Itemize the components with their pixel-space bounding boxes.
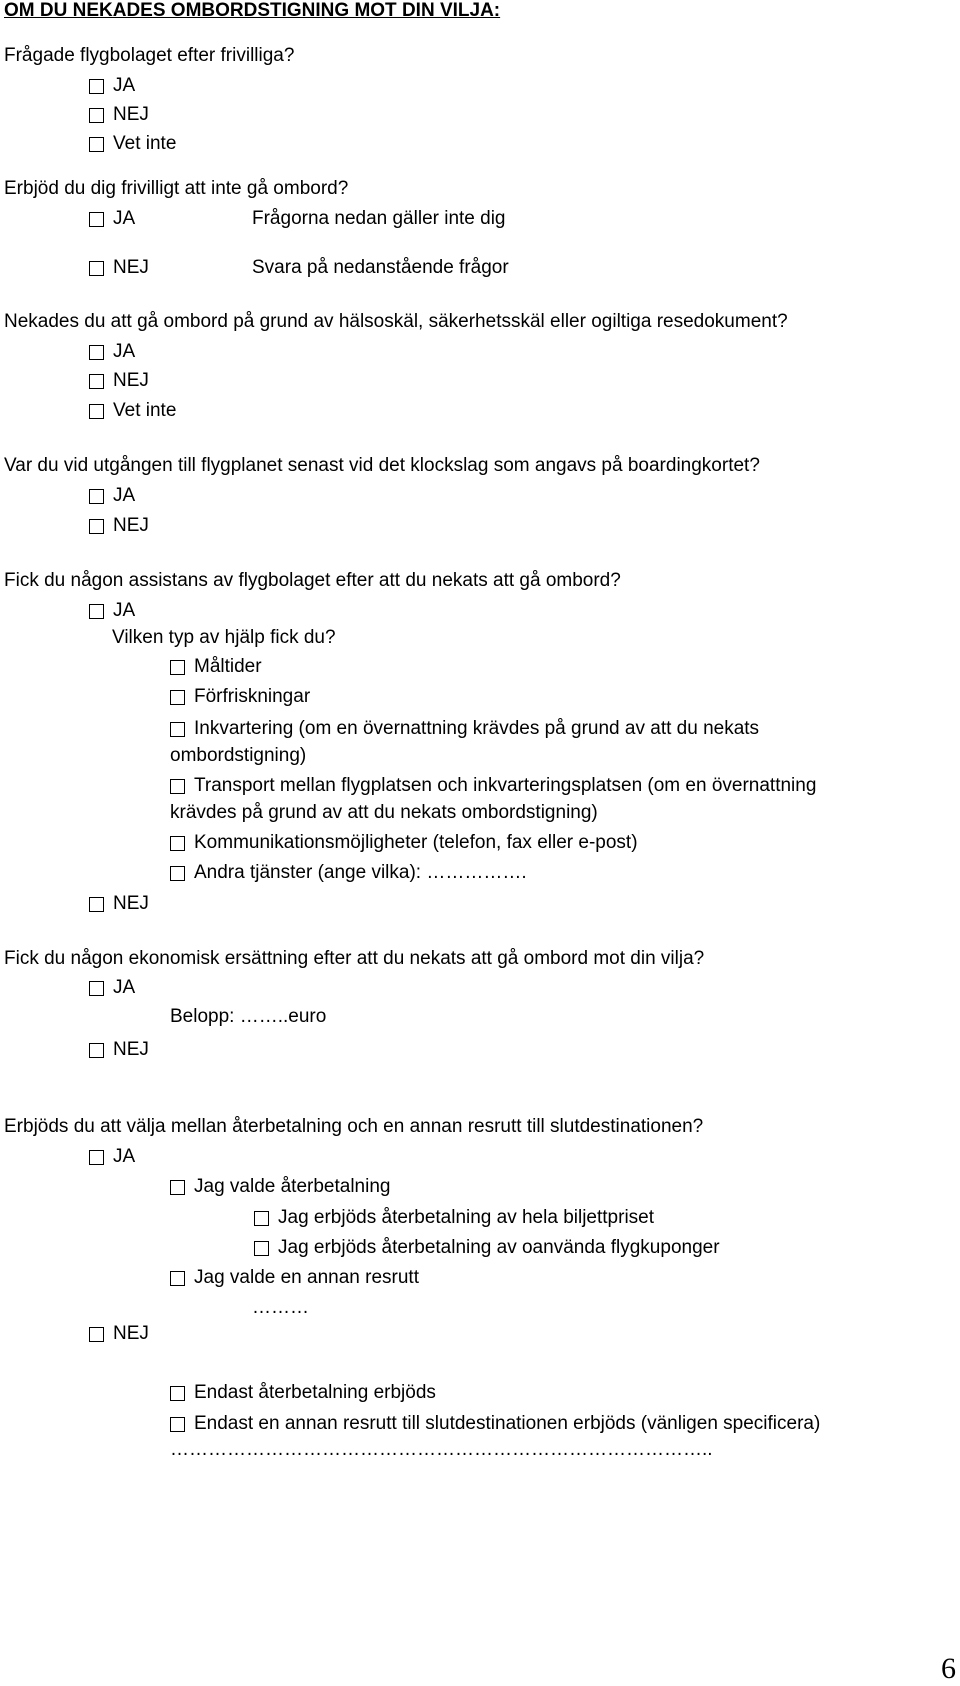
option-label: Jag erbjöds återbetalning av hela biljettpriset (278, 1207, 655, 1228)
checkbox[interactable] (89, 404, 104, 419)
option-forfriskningar[interactable] (170, 686, 310, 708)
checkbox[interactable] (89, 489, 104, 504)
question-assistance: Fick du någon assistans av flygbolaget efter att du nekats att gå ombord? (4, 570, 621, 591)
checkbox[interactable] (170, 1386, 185, 1401)
option-label: JA (113, 208, 136, 229)
option-q3-nej[interactable] (89, 370, 149, 392)
option-hela-biljettpriset[interactable] (254, 1207, 654, 1229)
option-label: NEJ (113, 104, 149, 125)
note-q2-nej: Svara på nedanstående frågor (252, 257, 509, 278)
checkbox[interactable] (89, 519, 104, 534)
option-oanvanda-kuponger[interactable] (254, 1237, 720, 1259)
option-label: Inkvartering (om en övernattning krävdes på grund av att du nekats (194, 718, 760, 739)
checkbox[interactable] (170, 1271, 185, 1286)
option-label: Andra tjänster (ange vilka): ……………. (194, 862, 527, 883)
option-q2-ja[interactable] (89, 208, 135, 230)
option-transport[interactable] (170, 775, 816, 797)
option-label: NEJ (113, 257, 149, 278)
checkbox[interactable] (89, 897, 104, 912)
checkbox[interactable] (89, 261, 104, 276)
checkbox[interactable] (89, 345, 104, 360)
option-maltider[interactable] (170, 656, 262, 678)
option-label: Transport mellan flygplatsen och inkvarteringsplatsen (om en övernattning (194, 775, 817, 796)
option-label: JA (113, 977, 136, 998)
option-label: JA (113, 600, 136, 621)
option-label: Endast återbetalning erbjöds (194, 1382, 436, 1403)
checkbox[interactable] (170, 1180, 185, 1195)
checkbox[interactable] (89, 604, 104, 619)
option-q2-nej[interactable] (89, 257, 149, 279)
option-label: NEJ (113, 370, 149, 391)
option-andra-tjanster[interactable] (170, 862, 527, 884)
option-label: JA (113, 75, 136, 96)
option-q6-ja[interactable] (89, 977, 135, 999)
option-label: JA (113, 1146, 136, 1167)
note-q2-ja: Frågorna nedan gäller inte dig (252, 208, 506, 229)
option-label: NEJ (113, 1323, 149, 1344)
question-at-gate: Var du vid utgången till flygplanet senast vid det klockslag som angavs på boardingkortet? (4, 455, 760, 476)
checkbox[interactable] (89, 374, 104, 389)
checkbox[interactable] (89, 1043, 104, 1058)
option-q4-ja[interactable] (89, 485, 135, 507)
specify-field[interactable]: ………………………………………………………………………….. (170, 1439, 713, 1460)
page-number: 6 (941, 1652, 956, 1685)
option-q3-ja[interactable] (89, 341, 135, 363)
checkbox[interactable] (89, 981, 104, 996)
reroute-detail-field[interactable]: ……… (252, 1297, 309, 1318)
option-label: Kommunikationsmöjligheter (telefon, fax eller e-post) (194, 832, 638, 853)
checkbox[interactable] (89, 1327, 104, 1342)
option-endast-annan-resrutt[interactable] (170, 1413, 820, 1435)
checkbox[interactable] (89, 137, 104, 152)
option-q7-ja[interactable] (89, 1146, 135, 1168)
option-q5-ja[interactable] (89, 600, 135, 622)
option-q6-nej[interactable] (89, 1039, 149, 1061)
option-label: Jag erbjöds återbetalning av oanvända flygkuponger (278, 1237, 720, 1258)
checkbox[interactable] (170, 660, 185, 675)
checkbox[interactable] (89, 108, 104, 123)
checkbox[interactable] (89, 212, 104, 227)
question-compensation: Fick du någon ekonomisk ersättning efter att du nekats att gå ombord mot din vilja? (4, 948, 705, 969)
checkbox[interactable] (89, 79, 104, 94)
option-inkvartering-cont: ombordstigning) (170, 745, 307, 766)
option-inkvartering[interactable] (170, 718, 759, 740)
option-label: Endast en annan resrutt till slutdestinationen erbjöds (vänligen specificera) (194, 1413, 821, 1434)
checkbox[interactable] (170, 779, 185, 794)
question-refund-or-reroute: Erbjöds du att välja mellan återbetalning och en annan resrutt till slutdestinationen? (4, 1116, 704, 1137)
option-label: JA (113, 341, 136, 362)
option-label: Jag valde återbetalning (194, 1176, 391, 1197)
option-label: NEJ (113, 893, 149, 914)
option-label: NEJ (113, 1039, 149, 1060)
option-valde-aterbetalning[interactable] (170, 1176, 390, 1198)
checkbox[interactable] (89, 1150, 104, 1165)
checkbox[interactable] (170, 690, 185, 705)
option-label: Vet inte (113, 400, 177, 421)
option-label: JA (113, 485, 136, 506)
option-q3-vet-inte[interactable] (89, 400, 176, 422)
option-label: NEJ (113, 515, 149, 536)
option-label: Måltider (194, 656, 262, 677)
option-label: Förfriskningar (194, 686, 311, 707)
amount-field[interactable]: Belopp: ……..euro (170, 1006, 327, 1027)
option-endast-aterbetalning[interactable] (170, 1382, 436, 1404)
option-q7-nej[interactable] (89, 1323, 149, 1345)
question-denied-reason: Nekades du att gå ombord på grund av hälsoskäl, säkerhetsskäl eller ogiltiga resedokument? (4, 311, 788, 332)
option-label: Jag valde en annan resrutt (194, 1267, 419, 1288)
option-q1-ja[interactable] (89, 75, 135, 97)
question-volunteers: Frågade flygbolaget efter frivilliga? (4, 45, 295, 66)
section-heading: OM DU NEKADES OMBORDSTIGNING MOT DIN VILJA: (4, 0, 501, 21)
option-label: Vet inte (113, 133, 177, 154)
option-q1-nej[interactable] (89, 104, 149, 126)
option-q1-vet-inte[interactable] (89, 133, 176, 155)
checkbox[interactable] (170, 1417, 185, 1432)
option-transport-cont: krävdes på grund av att du nekats ombordstigning) (170, 802, 598, 823)
checkbox[interactable] (170, 836, 185, 851)
checkbox[interactable] (170, 866, 185, 881)
option-kommunikation[interactable] (170, 832, 638, 854)
sub-question-help-type: Vilken typ av hjälp fick du? (112, 627, 336, 648)
option-annan-resrutt[interactable] (170, 1267, 419, 1289)
checkbox[interactable] (254, 1211, 269, 1226)
question-volunteered: Erbjöd du dig frivilligt att inte gå ombord? (4, 178, 349, 199)
option-q4-nej[interactable] (89, 515, 149, 537)
checkbox[interactable] (254, 1241, 269, 1256)
option-q5-nej[interactable] (89, 893, 149, 915)
checkbox[interactable] (170, 722, 185, 737)
